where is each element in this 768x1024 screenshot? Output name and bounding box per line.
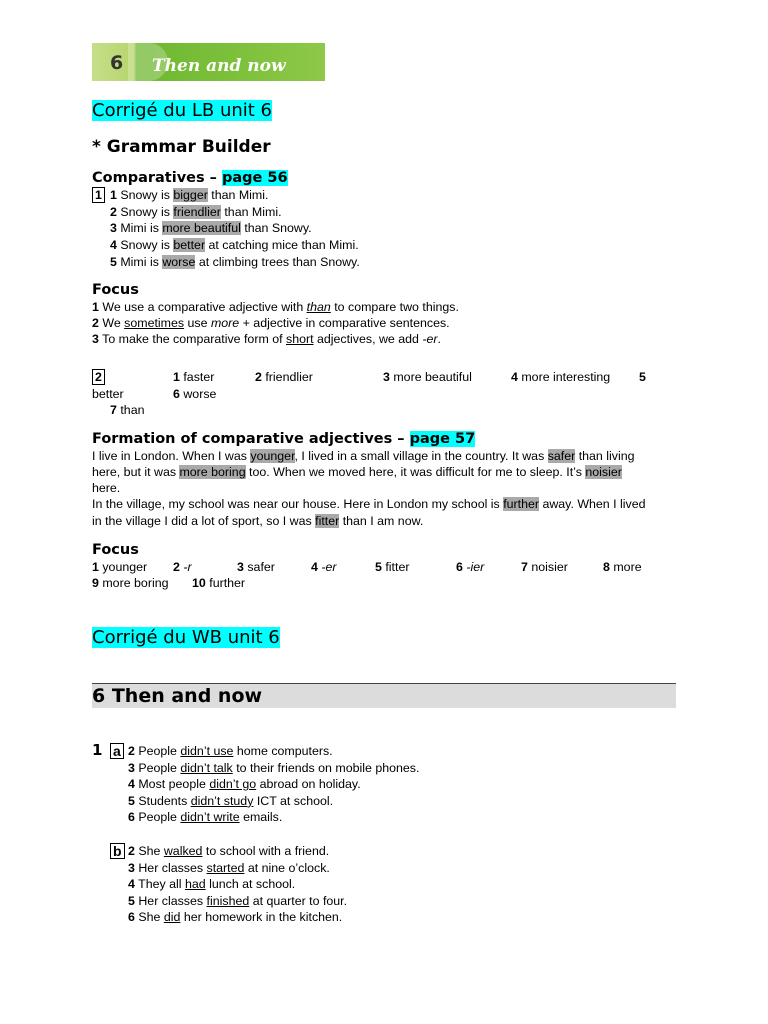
wb-answer [128, 843, 329, 859]
answer-text: than Snowy. [240, 221, 312, 235]
focus-2-answer [603, 559, 642, 575]
answer-text: further [209, 576, 246, 590]
item-number: 2 [128, 844, 135, 858]
answer-text: more interesting [521, 370, 611, 384]
comparative-answer [110, 254, 360, 270]
item-number: 2 [255, 370, 262, 384]
answer-text: Students [138, 793, 191, 808]
answer-underlined: didn’t write [180, 810, 240, 825]
focus-2-answer [456, 559, 484, 575]
wb-part-b-label: b [110, 843, 125, 859]
comparative-answer [110, 204, 282, 220]
focus-2-answer [192, 575, 245, 591]
focus1-line-3: 3 To make the comparative form of short adjectives, we add -er. [92, 332, 441, 346]
answer-text: more [613, 560, 642, 574]
focus-2-answer [311, 559, 337, 575]
answer-highlight: bigger [173, 188, 208, 202]
answer-highlight: friendlier [173, 205, 221, 219]
answer-underlined: didn’t talk [180, 760, 233, 775]
wb-answer [128, 876, 295, 892]
answer-text: Most people [138, 777, 210, 792]
exercise-2-answer [173, 369, 214, 385]
wb-answer [128, 743, 333, 759]
item-number: 6 [173, 387, 180, 401]
answer-text: to their friends on mobile phones. [232, 760, 420, 775]
answer-text: safer [247, 560, 275, 574]
answer-text: friendlier [265, 370, 313, 384]
wb-heading: Corrigé du WB unit 6 [92, 627, 280, 648]
unit-title: 6 Then and now [92, 685, 263, 707]
item-number: 3 [128, 860, 135, 875]
item-number: 3 [237, 560, 244, 574]
answer-underlined: did [163, 910, 181, 925]
answer-text: Mimi is [120, 255, 163, 269]
item-number: 4 [511, 370, 518, 384]
answer-text: worse [183, 387, 217, 401]
answer-text: emails. [239, 810, 283, 825]
item-number: 1 [92, 560, 99, 574]
answer-text: than Mimi. [220, 205, 282, 219]
item-number: 7 [110, 403, 117, 417]
answer-text: She [138, 910, 164, 925]
item-number: 9 [92, 576, 99, 590]
answer-text: -er [321, 560, 337, 574]
focus-heading-2: Focus [92, 542, 139, 558]
answer-text: abroad on holiday. [256, 777, 361, 792]
answer-underlined: walked [163, 844, 203, 858]
item-number: 2 [128, 744, 135, 758]
item-number: 7 [521, 560, 528, 574]
answer-underlined: didn’t study [190, 793, 254, 808]
grammar-builder-heading: * Grammar Builder [92, 137, 271, 157]
unit-banner [92, 43, 325, 81]
item-number: 6 [128, 810, 135, 825]
focus-2-answer [173, 559, 192, 575]
focus-2-answer [237, 559, 275, 575]
exercise-2-answer [511, 369, 610, 385]
item-number: 3 [110, 221, 117, 235]
item-number: 5 [639, 370, 646, 384]
item-number: 4 [110, 238, 117, 252]
formation-line-4: In the village, my school was near our house. Here in London my school is further away. When I lived [92, 497, 646, 511]
answer-text: more boring [102, 576, 169, 590]
focus-2-answer [92, 559, 147, 575]
page-ref-57: page 57 [409, 431, 476, 447]
answer-text: Mimi is [120, 221, 163, 235]
answer-underlined: had [184, 877, 206, 892]
answer-text: People [138, 760, 181, 775]
focus1-line-1: 1 We use a comparative adjective with than to compare two things. [92, 300, 459, 314]
banner-number: 6 [110, 52, 124, 74]
comparative-answer [110, 220, 312, 236]
answer-text: at climbing trees than Snowy. [195, 255, 360, 269]
answer-text: -r [183, 560, 192, 574]
item-number: 8 [603, 560, 610, 574]
answer-underlined: didn’t use [180, 744, 234, 758]
formation-line-1: I live in London. When I was younger, I lived in a small village in the country. It was safer than living [92, 449, 635, 463]
answer-text: Her classes [138, 860, 207, 875]
comparatives-heading: Comparatives – page 56 [92, 170, 288, 186]
item-number: 5 [128, 793, 135, 808]
answer-text: lunch at school. [205, 877, 296, 892]
item-number: 3 [383, 370, 390, 384]
answer-underlined: didn’t go [209, 777, 257, 792]
focus-2-answer [375, 559, 409, 575]
item-number: 1 [173, 370, 180, 384]
answer-text: She [138, 844, 164, 858]
banner-title: Then and now [152, 56, 286, 76]
exercise-number-1: 1 [92, 187, 105, 203]
wb-answer [128, 760, 419, 776]
item-number: 10 [192, 576, 206, 590]
wb-answer [128, 809, 282, 825]
answer-text: People [138, 810, 181, 825]
item-number: 4 [128, 877, 135, 892]
exercise-2-answer [639, 369, 646, 385]
focus-2-answer [521, 559, 568, 575]
answer-text: than [120, 403, 145, 417]
exercise-2-answer [110, 402, 144, 418]
answer-text: Snowy is [120, 205, 174, 219]
item-number: 1 [110, 188, 117, 202]
focus-heading-1: Focus [92, 282, 139, 298]
answer-highlight: better [173, 238, 206, 252]
answer-highlight: more beautiful [162, 221, 241, 235]
formation-heading: Formation of comparative adjectives – page 57 [92, 431, 476, 447]
formation-line-2: here, but it was more boring too. When we moved here, it was difficult for me to sleep. It’s noisier [92, 465, 622, 479]
lb-heading: Corrigé du LB unit 6 [92, 100, 272, 121]
focus1-line-2: 2 We sometimes use more + adjective in comparative sentences. [92, 316, 450, 330]
item-number: 4 [128, 777, 135, 792]
wb-answer [128, 776, 361, 792]
wb-answer [128, 893, 347, 909]
exercise-2-answer [383, 369, 472, 385]
wb-answer [128, 909, 342, 925]
answer-text: younger [102, 560, 148, 574]
exercise-2-answer [173, 386, 216, 402]
item-number: 5 [128, 893, 135, 908]
answer-text: more beautiful [393, 370, 472, 384]
item-number: 2 [173, 560, 180, 574]
answer-text: than Mimi. [207, 188, 269, 202]
item-number: 4 [311, 560, 318, 574]
answer-text: noisier [531, 560, 568, 574]
formation-line-5: in the village I did a lot of sport, so I was fitter than I am now. [92, 514, 424, 528]
answer-text: faster [183, 370, 215, 384]
answer-text: Snowy is [120, 238, 174, 252]
focus-2-answer [92, 575, 168, 591]
answer-text: ICT at school. [253, 793, 334, 808]
answer-text: They all [138, 877, 185, 892]
answer-text: at nine o’clock. [244, 860, 330, 875]
item-number: 5 [110, 255, 117, 269]
unit-title-bar [92, 683, 676, 708]
answer-text: to school with a friend. [202, 844, 330, 858]
answer-text: her homework in the kitchen. [180, 910, 343, 925]
item-number: 6 [128, 910, 135, 925]
item-number: 6 [456, 560, 463, 574]
answer-highlight: worse [162, 255, 196, 269]
exercise-2-answer [255, 369, 313, 385]
formation-line-3: here. [92, 481, 121, 495]
answer-text: fitter [385, 560, 410, 574]
answer-text: People [138, 744, 181, 758]
item-number: 3 [128, 760, 135, 775]
answer-text: -ier [466, 560, 485, 574]
exercise-number-2: 2 [92, 369, 105, 385]
page-ref-56: page 56 [221, 170, 288, 186]
exercise-2-answer-wrap: better [92, 387, 124, 401]
answer-underlined: started [206, 860, 245, 875]
item-number: 5 [375, 560, 382, 574]
wb-answer [128, 793, 333, 809]
answer-text: at catching mice than Mimi. [205, 238, 359, 252]
comparative-answer [110, 187, 268, 203]
wb-part-a-label: a [110, 743, 124, 759]
answer-text: Her classes [138, 893, 207, 908]
comparative-answer [110, 237, 359, 253]
answer-text: home computers. [233, 744, 333, 758]
answer-underlined: finished [206, 893, 250, 908]
answer-text: at quarter to four. [249, 893, 348, 908]
item-number: 2 [110, 205, 117, 219]
answer-text: Snowy is [120, 188, 174, 202]
wb-answer [128, 860, 330, 876]
wb-exercise-number-1: 1 [92, 741, 103, 759]
